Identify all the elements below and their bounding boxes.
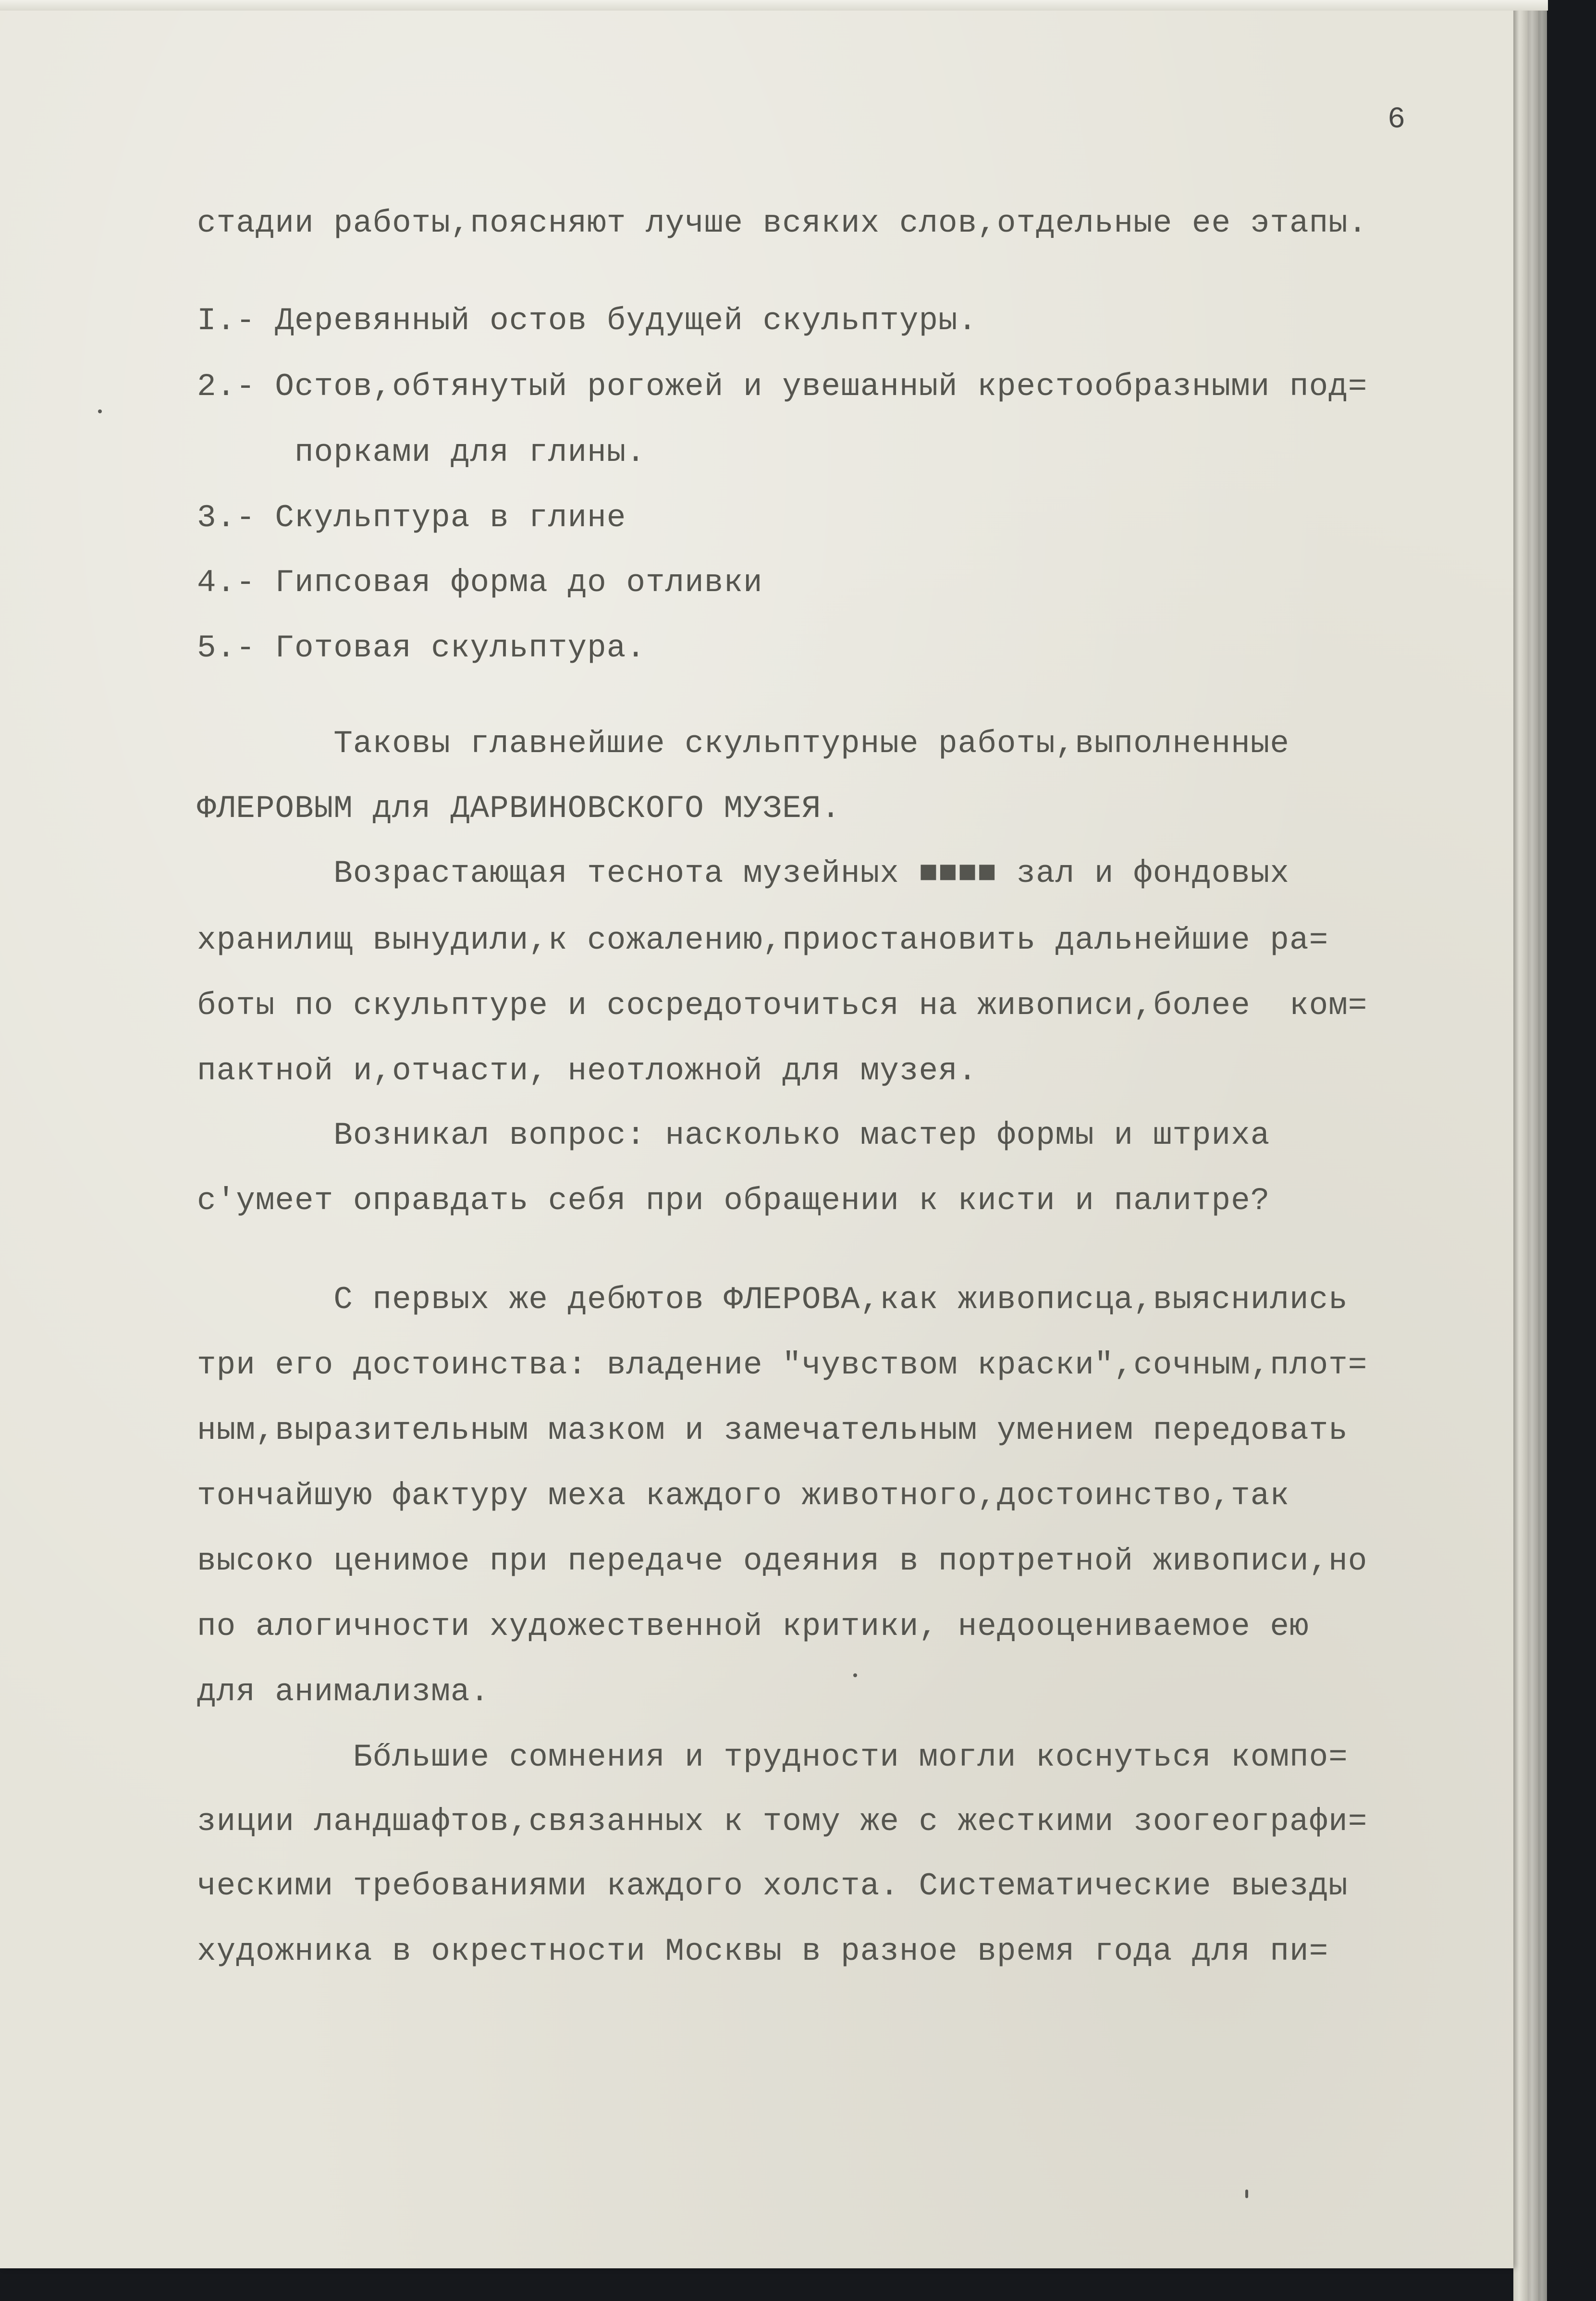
list-item: 4.- Гипсовая форма до отливки bbox=[197, 565, 763, 601]
paper-stack-edge bbox=[1528, 0, 1538, 2301]
text-line: стадии работы,поясняют лучше всяких слов,отдельные ее этапы. bbox=[197, 205, 1368, 241]
stray-ink-mark bbox=[98, 409, 102, 413]
paper-stack-edge bbox=[1538, 0, 1547, 2301]
text-line: С первых же дебютов ФЛЕРОВА,как живописца,выяснились bbox=[197, 1282, 1348, 1318]
text-line: для анимализма. bbox=[197, 1674, 490, 1710]
text-line: по алогичности художественной критики, недооцениваемое ею bbox=[197, 1608, 1309, 1645]
list-item: I.- Деревянный остов будущей скульптуры. bbox=[197, 303, 978, 339]
text-line: Бőльшие сомнения и трудности могли коснуться компо= bbox=[197, 1739, 1348, 1775]
list-item: 2.- Остов,обтянутый рогожей и увешанный крестообразными под= bbox=[197, 369, 1368, 405]
text-line: ФЛЕРОВЫМ для ДАРВИНОВСКОГО МУЗЕЯ. bbox=[197, 791, 841, 827]
text-line: хранилищ вынудили,к сожалению,приостановить дальнейшие ра= bbox=[197, 922, 1329, 958]
text-line: Возникал вопрос: насколько мастер формы и штриха bbox=[197, 1117, 1270, 1153]
text-line: Таковы главнейшие скульптурные работы,выполненные bbox=[197, 726, 1289, 762]
text-line: высоко ценимое при передаче одеяния в портретной живописи,но bbox=[197, 1543, 1368, 1579]
text-line: пактной и,отчасти, неотложной для музея. bbox=[197, 1053, 978, 1089]
text-line: три его достоинства: владение "чувством краски",сочным,плот= bbox=[197, 1347, 1368, 1383]
list-item: порками для глины. bbox=[197, 434, 646, 470]
stray-ink-mark bbox=[853, 1673, 857, 1677]
paper-stack-edge bbox=[1513, 0, 1528, 2301]
text-line: боты по скульптуре и сосредоточиться на живописи,более ком= bbox=[197, 988, 1368, 1024]
stray-ink-mark bbox=[1245, 2190, 1248, 2198]
text-line: Возрастающая теснота музейных ■■■■ зал и фондовых bbox=[197, 855, 1289, 891]
list-item: 5.- Готовая скульптура. bbox=[197, 630, 646, 666]
page-number: 6 bbox=[1387, 102, 1406, 136]
list-item: 3.- Скульптура в глине bbox=[197, 500, 626, 536]
page-top-edge bbox=[0, 0, 1548, 11]
text-line: ческими требованиями каждого холста. Систематические выезды bbox=[197, 1868, 1348, 1904]
text-line: художника в окрестности Москвы в разное время года для пи= bbox=[197, 1933, 1329, 1969]
text-line: ным,выразительным мазком и замечательным умением передовать bbox=[197, 1412, 1348, 1448]
text-line: с'умеет оправдать себя при обращении к кисти и палитре? bbox=[197, 1183, 1270, 1219]
text-line: тончайшую фактуру меха каждого животного,достоинство,так bbox=[197, 1478, 1289, 1514]
text-line: зиции ландшафтов,связанных к тому же с жесткими зоогеографи= bbox=[197, 1804, 1368, 1840]
